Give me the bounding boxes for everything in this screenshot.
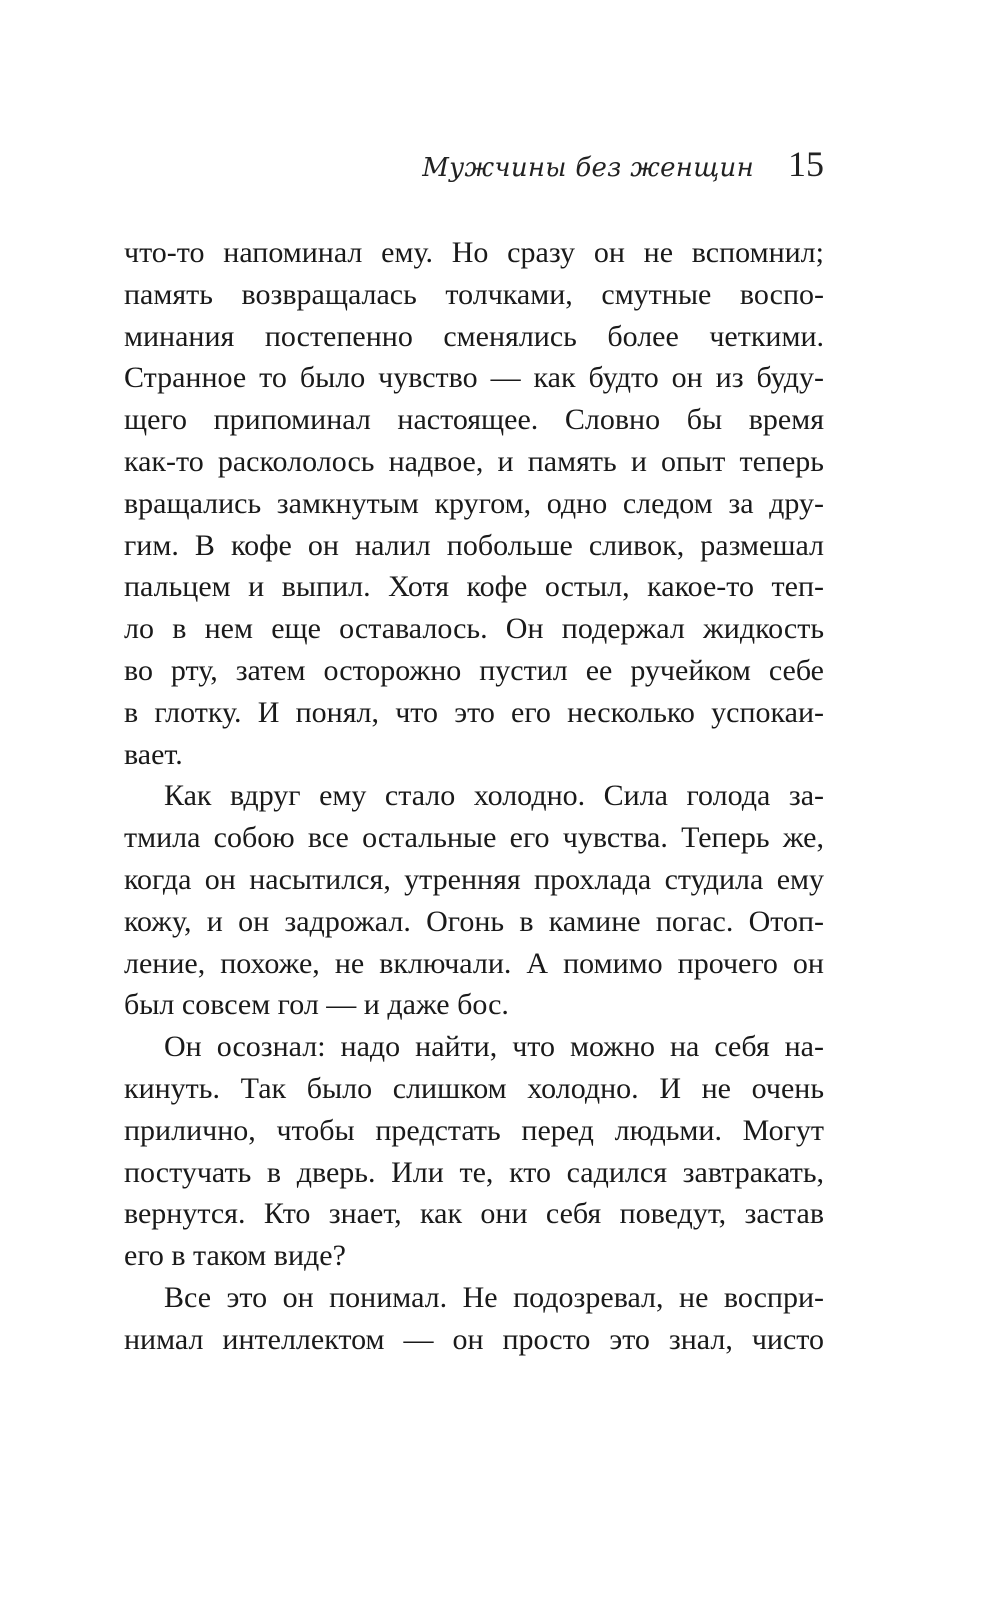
text-line: вращались замкнутым кругом, одно следом за дру- — [124, 486, 824, 520]
text-line: прилично, чтобы предстать перед людьми. Могут — [124, 1113, 824, 1147]
text-line: что-то напоминал ему. Но сразу он не вспомнил; — [124, 236, 824, 269]
text-line: когда он насытился, утренняя прохлада студила ему — [124, 862, 824, 896]
text-line: тмила собою все остальные его чувства. Теперь же, — [124, 821, 824, 855]
running-head — [422, 143, 824, 185]
text-line: Как вдруг ему стало холодно. Сила голода за- — [164, 779, 824, 813]
text-line: ление, похоже, не включали. А помимо прочего он — [124, 946, 824, 980]
text-line: кинуть. Так было слишком холодно. И не очень — [124, 1071, 824, 1105]
running-title: Мужчины без женщин — [422, 153, 754, 183]
text-line: щего припоминал настоящее. Словно бы время — [124, 403, 824, 437]
paragraph — [124, 775, 824, 1026]
text-line: Он осознал: надо найти, что можно на себя на- — [164, 1030, 824, 1064]
text-line: ло в нем еще оставалось. Он подержал жидкость — [124, 612, 824, 646]
text-line: нимал интеллектом — он просто это знал, чисто — [124, 1322, 824, 1356]
text-line: как-то раскололось надвое, и память и опыт теперь — [124, 444, 824, 478]
text-line: пальцем и выпил. Хотя кофе остыл, какое-то теп- — [124, 570, 824, 604]
text-line: Все это он понимал. Не подозревал, не воспри- — [164, 1280, 824, 1314]
text-line: в глотку. И понял, что это его несколько успокаи- — [124, 695, 824, 729]
text-line: постучать в дверь. Или те, кто садился завтракать, — [124, 1155, 824, 1189]
text-line: во рту, затем осторожно пустил ее ручейком себе — [124, 653, 824, 687]
paragraph — [124, 232, 824, 775]
text-line: его в таком виде? — [124, 1239, 346, 1273]
paragraph — [124, 1026, 824, 1277]
body-text — [124, 232, 824, 1361]
text-line: Странное то было чувство — как будто он из буду- — [124, 361, 824, 395]
text-line: гим. В кофе он налил побольше сливок, размешал — [124, 528, 824, 562]
text-line: кожу, и он задрожал. Огонь в камине погас. Отоп- — [124, 904, 824, 938]
text-line: вернутся. Кто знает, как они себя поведут, застав — [124, 1197, 824, 1231]
text-line: был совсем гол — и даже бос. — [124, 988, 509, 1022]
page-number: 15 — [788, 144, 824, 184]
paragraph — [124, 1277, 824, 1361]
text-line: память возвращалась толчками, смутные воспо- — [124, 277, 824, 311]
text-line: вает. — [124, 737, 183, 771]
text-line: минания постепенно сменялись более четкими. — [124, 319, 824, 353]
